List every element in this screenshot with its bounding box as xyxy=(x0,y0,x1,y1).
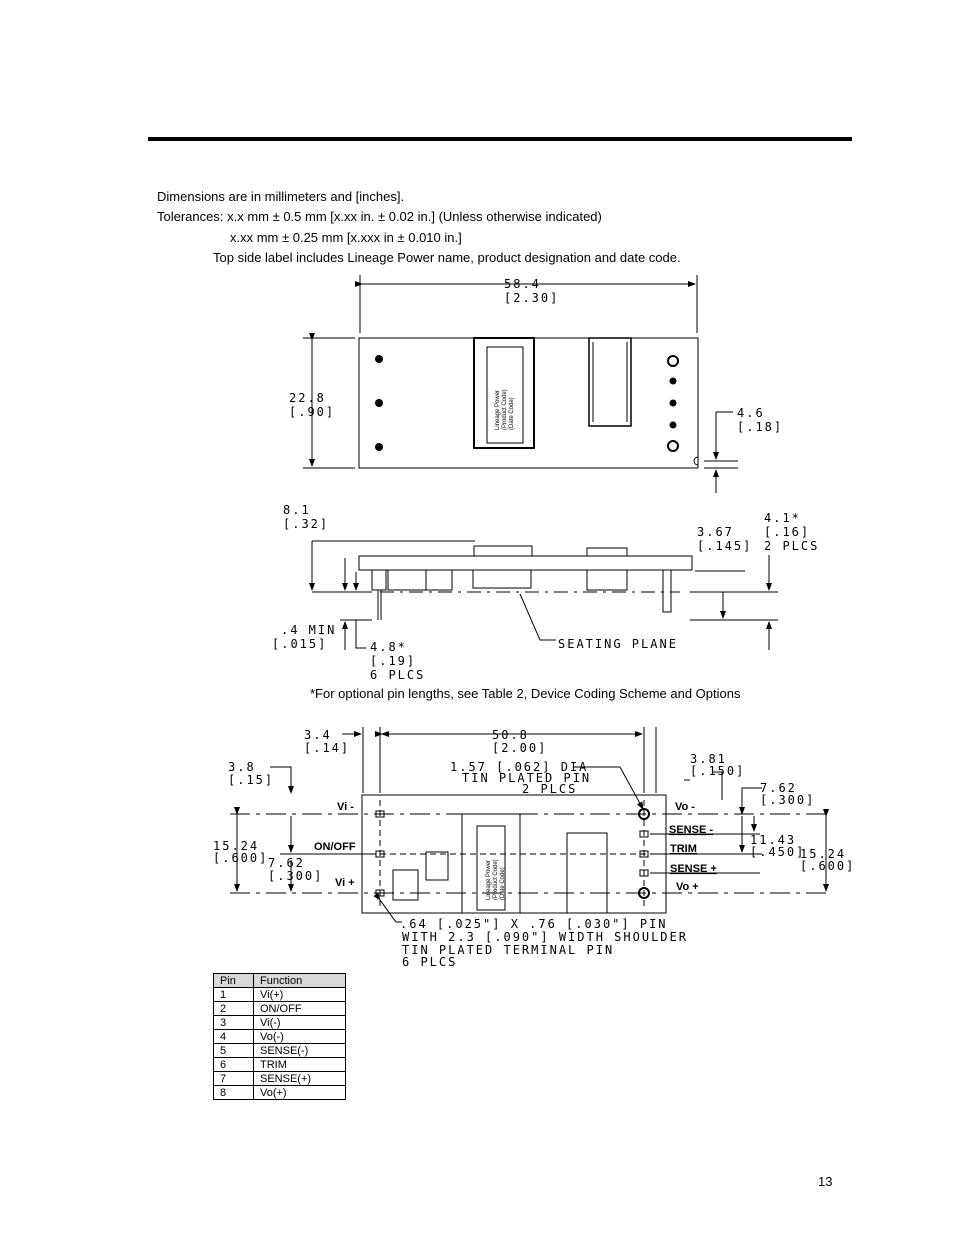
bottom-d34-mm: 3.4 xyxy=(304,728,332,742)
svg-text:(Date Code): (Date Code) xyxy=(500,867,506,900)
table-row xyxy=(214,1016,346,1030)
side-pin2-in: [.16] xyxy=(764,525,811,539)
bottom-d508-mm: 50.8 xyxy=(492,728,529,742)
bottom-d1143-mm: 11.43 xyxy=(750,833,797,847)
top-width-in: [2.30] xyxy=(504,291,560,305)
note-label: Top side label includes Lineage Power name, product designation and date code. xyxy=(213,250,681,265)
top-notch-mm: 4.6 xyxy=(737,406,765,420)
pin-number: 5 xyxy=(214,1044,254,1058)
pin-length-footnote: *For optional pin lengths, see Table 2, Device Coding Scheme and Options xyxy=(310,686,741,701)
pin-label-sense-plus: SENSE + xyxy=(670,863,717,875)
side-pin2-qty: 2 PLCS xyxy=(764,539,820,553)
pin-label-vo-plus: Vo + xyxy=(676,881,699,893)
bottom-d38-mm: 3.8 xyxy=(228,760,256,774)
bottom-d762l-mm: 7.62 xyxy=(268,856,305,870)
pin-function: Vo(-) xyxy=(254,1030,346,1044)
pin-number: 4 xyxy=(214,1030,254,1044)
table-row xyxy=(214,988,346,1002)
header-pin: Pin xyxy=(214,974,254,988)
svg-text:(Date Code): (Date Code) xyxy=(509,397,515,430)
pin-function: Vi(+) xyxy=(254,988,346,1002)
note-tolerances: Tolerances: x.x mm ± 0.5 mm [x.xx in. ± 0.02 in.] (Unless otherwise indicated) xyxy=(157,209,602,224)
pin-label-onoff: ON/OFF xyxy=(314,841,356,853)
bottom-d1524r-mm: 15.24 xyxy=(800,847,847,861)
pin-label-vi-minus: Vi - xyxy=(337,801,354,813)
svg-text:Lineage Power: Lineage Power xyxy=(495,389,501,430)
top-height-in: [.90] xyxy=(289,405,336,419)
pin-function-table xyxy=(213,973,346,1100)
pin-number: 3 xyxy=(214,1016,254,1030)
pin-function: ON/OFF xyxy=(254,1002,346,1016)
pin-function: Vo(+) xyxy=(254,1086,346,1100)
pin-number: 2 xyxy=(214,1002,254,1016)
side-pin6-qty: 6 PLCS xyxy=(370,668,426,682)
pin-function: Vi(-) xyxy=(254,1016,346,1030)
bottom-dia-l3: 2 PLCS xyxy=(522,782,578,796)
side-board-mm: 3.67 xyxy=(697,525,734,539)
side-pin2-mm: 4.1* xyxy=(764,511,801,525)
side-min-in: [.015] xyxy=(272,637,328,651)
table-header-row xyxy=(214,974,346,988)
svg-text:(Product Code): (Product Code) xyxy=(493,859,499,900)
bottom-d34-in: [.14] xyxy=(304,741,351,755)
pin-number: 8 xyxy=(214,1086,254,1100)
bottom-d1524r-in: [.600] xyxy=(800,859,856,873)
table-row xyxy=(214,1072,346,1086)
pin-label-sense-minus: SENSE - xyxy=(669,824,714,836)
side-board-in: [.145] xyxy=(697,539,753,553)
side-pin6-mm: 4.8* xyxy=(370,640,407,654)
pin-label-vi-plus: Vi + xyxy=(335,877,355,889)
top-notch-in: [.18] xyxy=(737,420,784,434)
bottom-dia-l1: 1.57 [.062] DIA xyxy=(450,760,589,774)
table-row xyxy=(214,1044,346,1058)
table-row xyxy=(214,1030,346,1044)
pin-label-vo-minus: Vo - xyxy=(675,801,695,813)
top-height-mm: 22.8 xyxy=(289,391,326,405)
note-dimensions: Dimensions are in millimeters and [inches]. xyxy=(157,189,405,204)
side-pin6-in: [.19] xyxy=(370,654,417,668)
svg-text:Lineage Power: Lineage Power xyxy=(486,859,492,900)
bottom-d1143-in: [.450] xyxy=(750,845,806,859)
pin-function: SENSE(-) xyxy=(254,1044,346,1058)
top-width-mm: 58.4 xyxy=(504,277,541,291)
pin-function: SENSE(+) xyxy=(254,1072,346,1086)
svg-text:(Product Code): (Product Code) xyxy=(502,389,508,430)
bottom-d381-in: [.150] xyxy=(690,764,746,778)
side-seating-plane: SEATING PLANE xyxy=(558,637,678,651)
table-row xyxy=(214,1002,346,1016)
note-tolerances-2: x.xx mm ± 0.25 mm [x.xxx in ± 0.010 in.] xyxy=(230,230,462,245)
pin-number: 7 xyxy=(214,1072,254,1086)
terminal-pin-l3: TIN PLATED TERMINAL PIN xyxy=(402,943,615,957)
side-height-mm: 8.1 xyxy=(283,503,311,517)
page-number: 13 xyxy=(818,1174,833,1189)
top-view xyxy=(303,275,738,493)
bottom-dia-l2: TIN PLATED PIN xyxy=(462,771,592,785)
bottom-d762r-in: [.300] xyxy=(760,793,816,807)
bottom-d762l-in: [.300] xyxy=(268,869,324,883)
table-row xyxy=(214,1058,346,1072)
table-row xyxy=(214,1086,346,1100)
side-view xyxy=(312,541,778,650)
terminal-pin-l1: .64 [.025"] X .76 [.030"] PIN xyxy=(400,917,668,931)
bottom-d1524l-in: [.600] xyxy=(213,851,269,865)
side-height-in: [.32] xyxy=(283,517,330,531)
bottom-view xyxy=(230,727,832,922)
bottom-d381-mm: 3.81 xyxy=(690,752,727,766)
header-function: Function xyxy=(254,974,346,988)
bottom-d762r-mm: 7.62 xyxy=(760,781,797,795)
side-min-mm: .4 MIN xyxy=(281,623,337,637)
pin-function: TRIM xyxy=(254,1058,346,1072)
terminal-pin-l4: 6 PLCS xyxy=(402,955,458,969)
terminal-pin-l2: WITH 2.3 [.090"] WIDTH SHOULDER xyxy=(402,930,688,944)
pin-label-trim: TRIM xyxy=(670,843,697,855)
pin-number: 1 xyxy=(214,988,254,1002)
bottom-d38-in: [.15] xyxy=(228,773,275,787)
bottom-d1524l-mm: 15.24 xyxy=(213,839,260,853)
bottom-d508-in: [2.00] xyxy=(492,741,548,755)
pin-number: 6 xyxy=(214,1058,254,1072)
